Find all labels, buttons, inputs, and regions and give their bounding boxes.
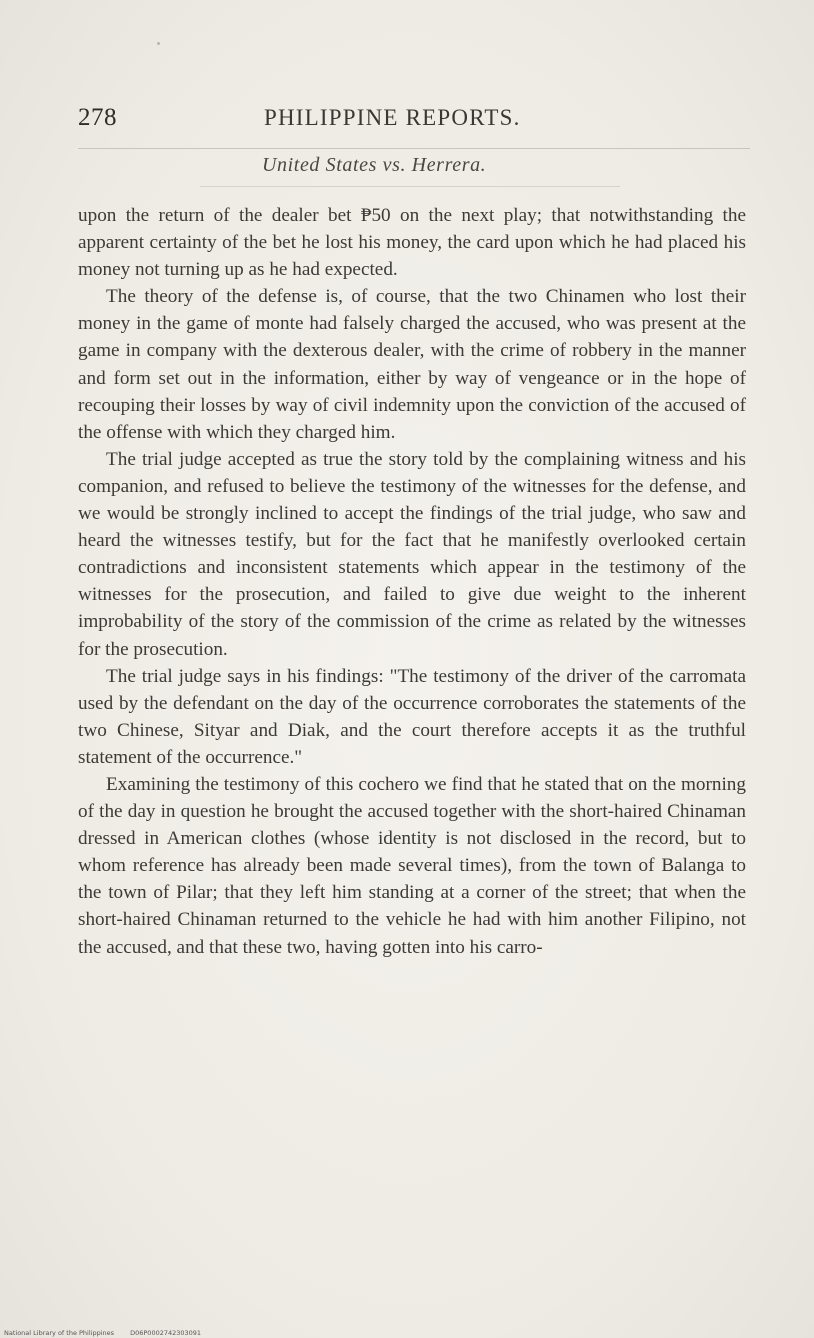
running-title: PHILIPPINE REPORTS.	[264, 105, 521, 130]
page-number: 278	[78, 104, 117, 131]
body-text	[78, 202, 746, 961]
paragraph: The trial judge says in his findings: "The testimony of the driver of the carromata used by the defendant on the day of the occurrence corroborates the statements of the two Chinese, Sityar and Diak, and the court therefore accepts it as the truthful statement of the occurrence."	[78, 665, 746, 768]
scan-footer	[4, 1329, 215, 1337]
page-header	[78, 104, 750, 144]
scan-speck	[157, 42, 160, 45]
paragraph: Examining the testimony of this cochero we find that he stated that on the morning of the day in question he brought the accused together with the short-haired Chinaman dressed in American clothes (whose identity is not disclosed in the record, but to whom reference has already been made several times), from the town of Balanga to the town of Pilar; that they left him standing at a corner of the street; that when the short-haired Chinaman returned to the vehicle he had with him another Filipino, not the accused, and that these two, having gotten into his carro-	[78, 773, 746, 958]
paragraph: upon the return of the dealer bet ₱50 on the next play; that notwithstanding the apparent certainty of the bet he lost his money, the card upon which he had placed his money not turning up as he had expected.	[78, 205, 746, 281]
document-identifier: D06P0002742303091	[130, 1329, 202, 1337]
paragraph: The theory of the defense is, of course, that the two Chinamen who lost their money in the game of monte had falsely charged the accused, who was present at the game in company with the dexterous dealer, with the crime of robbery in the manner and form set out in the information, either by way of vengeance or in the hope of recouping their losses by way of civil indemnity upon the conviction of the accused of the offense with which they charged him.	[78, 286, 746, 443]
paragraph: The trial judge accepted as true the story told by the complaining witness and his companion, and refused to believe the testimony of the witnesses for the defense, and we would be strongly inclined to accept the findings of the trial judge, who saw and heard the witnesses testify, but for the fact that he manifestly overlooked certain contradictions and inconsistent statements which appear in the testimony of the witnesses for the prosecution, and failed to give due weight to the inherent improbability of the story of the commission of the crime as related by the witnesses for the prosecution.	[78, 448, 746, 660]
case-title: United States vs. Herrera.	[262, 154, 487, 176]
header-rule	[78, 148, 750, 149]
title-rule	[200, 186, 620, 187]
library-name: National Library of the Philippines	[4, 1329, 115, 1337]
